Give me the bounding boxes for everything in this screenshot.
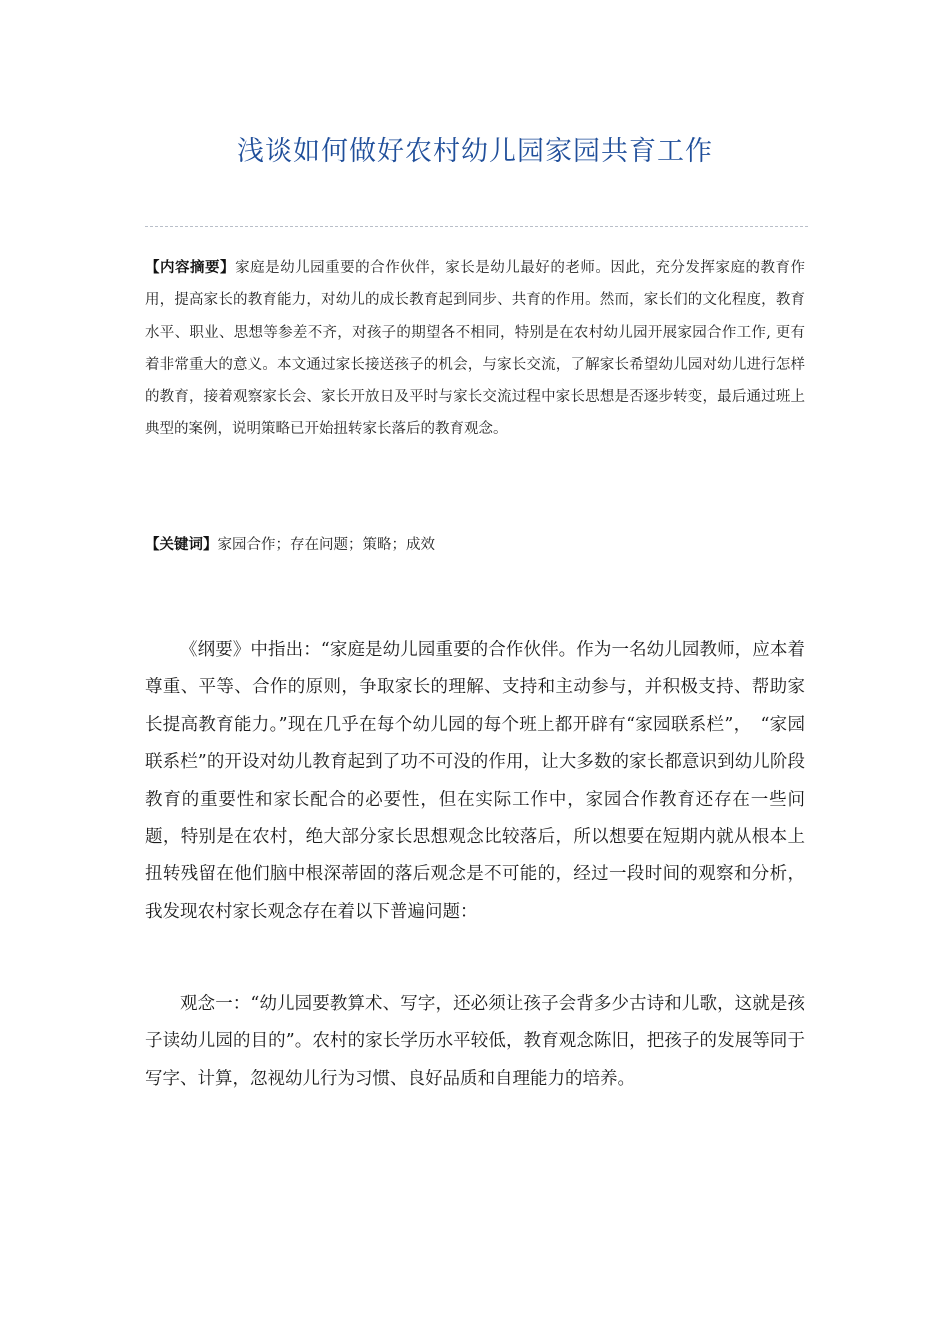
- body-paragraph: 《纲要》中指出：“家庭是幼儿园重要的合作伙伴。作为一名幼儿园教师，应本着尊重、平等、合作的原则，争取家长的理解、支持和主动参与，并积极支持、帮助家长提高教育能力。”现在几乎在每个幼儿园的每个班上都开辟有“家园联系栏”， “家园联系栏”的开设对幼儿教育起到了功不可没的作用，让大多数的家长都意识到幼儿阶段教育的重要性和家长配合的必要性，但在实际工作中，家园合作教育还存在一些问题，特别是在农村，绝大部分家长思想观念比较落后，所以想要在短期内就从根本上扭转残留在他们脑中根深蒂固的落后观念是不可能的，经过一段时间的观察和分析，我发现农村家长观念存在着以下普遍问题：: [145, 640, 805, 922]
- abstract-text: 家庭是幼儿园重要的合作伙伴，家长是幼儿最好的老师。因此，充分发挥家庭的教育作用，提高家长的教育能力，对幼儿的成长教育起到同步、共育的作用。然而，家长们的文化程度，教育水平、职业、思想等参差不齐，对孩子的期望各不相同，特别是在农村幼儿园开展家园合作工作, 更有着非常重大的意义。本文通过家长接送孩子的机会，与家长交流，了解家长希望幼儿园对幼儿进行怎样的教育，接着观察家长会、家长开放日及平时与家长交流过程中家长思想是否逐步转变，最后通过班上典型的案例，说明策略已开始扭转家长落后的教育观念。: [145, 260, 806, 438]
- keywords-text: 家园合作；存在问题；策略；成效: [217, 537, 435, 553]
- keywords-section: [145, 530, 805, 560]
- dashed-divider: [145, 226, 808, 227]
- keywords-label: 【关键词】: [145, 536, 218, 553]
- body-paragraph: 观念一：“幼儿园要教算术、写字，还必须让孩子会背多少古诗和儿歌，这就是孩子读幼儿园的目的”。农村的家长学历水平较低，教育观念陈旧，把孩子的发展等同于写字、计算，忽视幼儿行为习惯、良好品质和自理能力的培养。: [145, 994, 805, 1089]
- document-title: 浅谈如何做好农村幼儿园家园共育工作: [237, 136, 713, 167]
- abstract-label: 【内容摘要】: [145, 259, 236, 276]
- abstract-section: [145, 252, 805, 446]
